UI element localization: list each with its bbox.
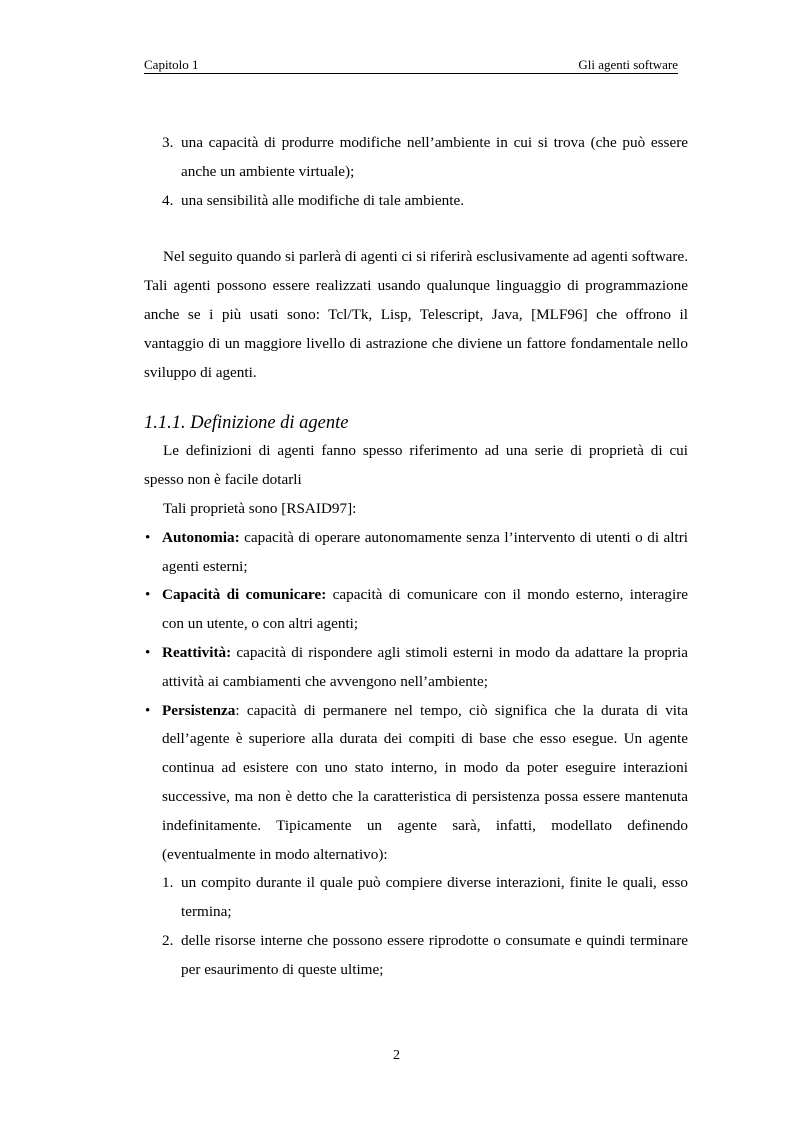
property-term: Capacità di comunicare: bbox=[162, 586, 327, 604]
section-paragraph-intro-list: Tali proprietà sono [RSAID97]: bbox=[163, 499, 357, 517]
property-term: Persistenza bbox=[162, 701, 236, 719]
numbered-list-continued bbox=[144, 129, 688, 215]
property-item-persistence bbox=[144, 697, 688, 985]
property-description: capacità di rispondere agli stimoli esterni in modo da adattare la propria attività ai cambiamenti che avvengono nell’ambiente; bbox=[162, 643, 688, 690]
properties-list bbox=[144, 524, 688, 985]
sublist-item-number: 2. bbox=[162, 931, 174, 949]
section-heading: 1.1.1. Definizione di agente bbox=[144, 413, 349, 434]
property-description: capacità di comunicare con il mondo esterno, interagire con un utente, o con altri agenti; bbox=[162, 586, 688, 633]
section-paragraph: Le definizioni di agenti fanno spesso riferimento ad una serie di proprietà di cui spesso non è facile dotarli bbox=[144, 442, 688, 489]
list-item bbox=[144, 129, 688, 187]
property-description: capacità di operare autonomamente senza l’intervento di utenti o di altri agenti esterni; bbox=[162, 528, 688, 575]
sublist-item-text: un compito durante il quale può compiere diverse interazioni, finite le quali, esso termina; bbox=[181, 874, 688, 921]
property-term: Autonomia: bbox=[162, 528, 240, 546]
property-item-communication bbox=[144, 581, 688, 639]
bullet-icon: • bbox=[145, 528, 151, 546]
page-content bbox=[144, 129, 688, 985]
list-item-text: una sensibilità alle modifiche di tale ambiente. bbox=[181, 191, 464, 209]
intro-paragraph: Nel seguito quando si parlerà di agenti ci si riferirà esclusivamente ad agenti software. Tali agenti possono essere realizzati usando qualunque linguaggio di programmazione anche se i più usati sono: Tcl/Tk, Lisp, Telescript, Java, [MLF96] che offrono il vantaggio di un maggiore livello di astrazione che diviene un fattore fondamentale nello sviluppo di agenti. bbox=[144, 248, 688, 381]
bullet-icon: • bbox=[145, 643, 151, 661]
property-item-autonomy bbox=[144, 524, 688, 582]
page-number: 2 bbox=[393, 1048, 400, 1063]
list-item-text: una capacità di produrre modifiche nell’ambiente in cui si trova (che può essere anche un ambiente virtuale); bbox=[181, 134, 688, 180]
sublist-item bbox=[162, 869, 688, 927]
header-chapter: Capitolo 1 bbox=[144, 57, 199, 72]
sublist-item-number: 1. bbox=[162, 874, 174, 892]
page-header bbox=[144, 57, 678, 74]
list-item-number: 3. bbox=[162, 134, 174, 151]
list-item bbox=[144, 187, 688, 216]
bullet-icon: • bbox=[145, 586, 151, 604]
sublist-item-text: delle risorse interne che possono essere riprodotte o consumate e quindi terminare per esaurimento di queste ultime; bbox=[181, 931, 688, 978]
sublist-item bbox=[162, 927, 688, 985]
property-description: : capacità di permanere nel tempo, ciò significa che la durata di vita dell’agente è superiore alla durata dei compiti di base che esso esegue. Un agente continua ad esistere con uno stato interno, in modo da poter eseguire interazioni successive, ma non è detto che la caratteristica di persistenza possa essere mantenuta indefinitamente. Tipicamente un agente sarà, infatti, modellato definendo (eventualmente in modo alternativo): bbox=[162, 701, 688, 863]
persistence-sublist bbox=[162, 869, 688, 984]
bullet-icon: • bbox=[145, 701, 151, 719]
list-item-number: 4. bbox=[162, 191, 174, 209]
property-term: Reattività: bbox=[162, 643, 232, 661]
property-item-reactivity bbox=[144, 639, 688, 697]
header-chapter-title: Gli agenti software bbox=[578, 57, 678, 72]
